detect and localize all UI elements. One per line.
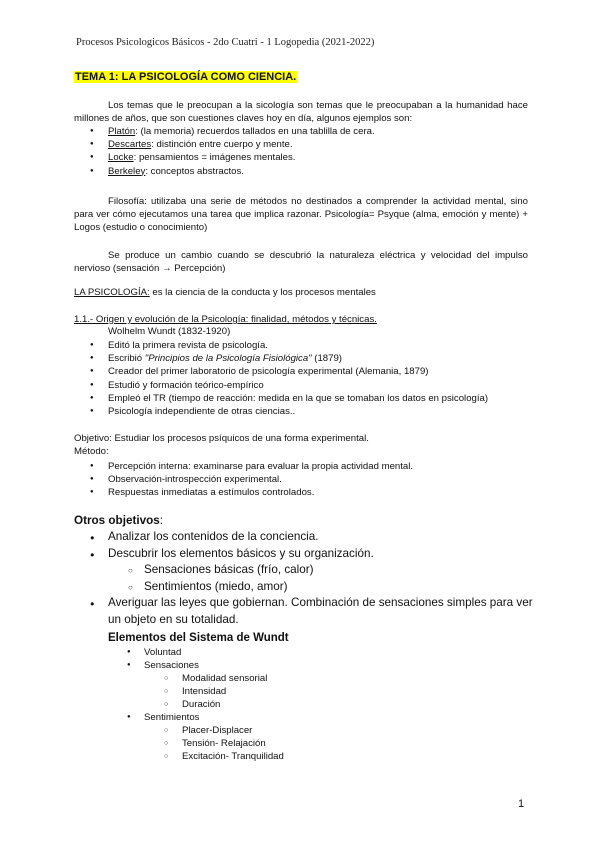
list-item: ○ Modalidad sensorial bbox=[74, 672, 474, 685]
list-item: ● Descubrir los elementos básicos y su organización. bbox=[74, 546, 534, 563]
list-item: ○ Intensidad bbox=[74, 685, 474, 698]
list-item: ● Sensaciones bbox=[74, 659, 474, 672]
list-item: ● Respuestas inmediatas a estímulos controlados. bbox=[74, 486, 544, 499]
elementos-list bbox=[74, 646, 474, 763]
list-item: ● Observación-introspección experimental. bbox=[74, 473, 544, 486]
list-item: ● Platón: (la memoria) recuerdos tallados en una tablilla de cera. bbox=[74, 125, 534, 138]
list-item: ● Creador del primer laboratorio de psicología experimental (Alemania, 1879) bbox=[74, 365, 544, 378]
page-number: 1 bbox=[518, 798, 525, 810]
list-item: ● Analizar los contenidos de la conciencia. bbox=[74, 529, 534, 546]
list-item: ● Sentimientos bbox=[74, 711, 474, 724]
list-item: ● Estudió y formación teórico-empírico bbox=[74, 379, 544, 392]
cambio-paragraph: Se produce un cambio cuando se descubrió la naturaleza eléctrica y velocidad del impulso nervioso (sensación → Percepción) bbox=[74, 250, 528, 274]
list-item: ● Editó la primera revista de psicología. bbox=[74, 339, 544, 352]
list-item: ● Psicología independiente de otras ciencias.. bbox=[74, 405, 544, 418]
metodo-label: Método: bbox=[74, 446, 109, 457]
objetivo-line: Objetivo: Estudiar los procesos psíquicos de una forma experimental. bbox=[74, 433, 369, 444]
list-item: ● Descartes: distinción entre cuerpo y mente. bbox=[74, 138, 534, 151]
list-item: ○ Duración bbox=[74, 698, 474, 711]
list-item: ○ Sensaciones básicas (frío, calor) bbox=[74, 562, 534, 579]
wundt-list bbox=[74, 339, 544, 418]
list-item: ● Empleó el TR (tiempo de reacción: medida en la que se tomaban los datos en psicología) bbox=[74, 392, 544, 405]
philosophers-list bbox=[74, 125, 534, 178]
list-item: ● Percepción interna: examinarse para evaluar la propia actividad mental. bbox=[74, 460, 544, 473]
page-header: Procesos Psicologicos Básicos - 2do Cuatri - 1 Logopedia (2021-2022) bbox=[76, 37, 375, 48]
list-item: ● Locke: pensamientos = imágenes mentales. bbox=[74, 151, 534, 164]
metodo-list bbox=[74, 460, 544, 500]
wundt-name: Wolhelm Wundt (1832-1920) bbox=[108, 326, 231, 337]
list-item: ● Voluntad bbox=[74, 646, 474, 659]
page-title: TEMA 1: LA PSICOLOGÍA COMO CIENCIA. bbox=[75, 71, 297, 83]
elementos-heading: Elementos del Sistema de Wundt bbox=[108, 632, 289, 644]
list-item: ○ Excitación- Tranquilidad bbox=[74, 750, 474, 763]
otros-objetivos-list bbox=[74, 529, 534, 628]
filosofia-paragraph: Filosofía: utilizaba una serie de métodos no destinados a comprender la actividad mental, sino para ver cómo ejecutamos una tarea que implica razonar. Psicología= Psyque (alma, emoción y mente) + Logos (estudio o conocimiento) bbox=[74, 196, 528, 233]
intro-paragraph: Los temas que le preocupan a la sicología son temas que le preocupaban a la humanidad hace millones de años, que son cuestiones claves hoy en día, algunos ejemplos son: bbox=[74, 100, 528, 124]
list-item: ○ Tensión- Relajación bbox=[74, 737, 474, 750]
definition-line: LA PSICOLOGÍA: es la ciencia de la conducta y los procesos mentales bbox=[74, 287, 376, 298]
list-item: ● Escribió "Principios de la Psicología Fisiológica" (1879) bbox=[74, 352, 544, 365]
list-item: ○ Placer-Displacer bbox=[74, 724, 474, 737]
list-item: ○ Sentimientos (miedo, amor) bbox=[74, 579, 534, 596]
list-item: ● Berkeley: conceptos abstractos. bbox=[74, 165, 534, 178]
otros-objetivos-heading: Otros objetivos: bbox=[74, 514, 163, 527]
list-item: ● Averiguar las leyes que gobiernan. Combinación de sensaciones simples para ver un objeto en su totalidad. bbox=[74, 595, 534, 628]
section-heading: 1.1.- Origen y evolución de la Psicología: finalidad, métodos y técnicas. bbox=[74, 314, 377, 325]
